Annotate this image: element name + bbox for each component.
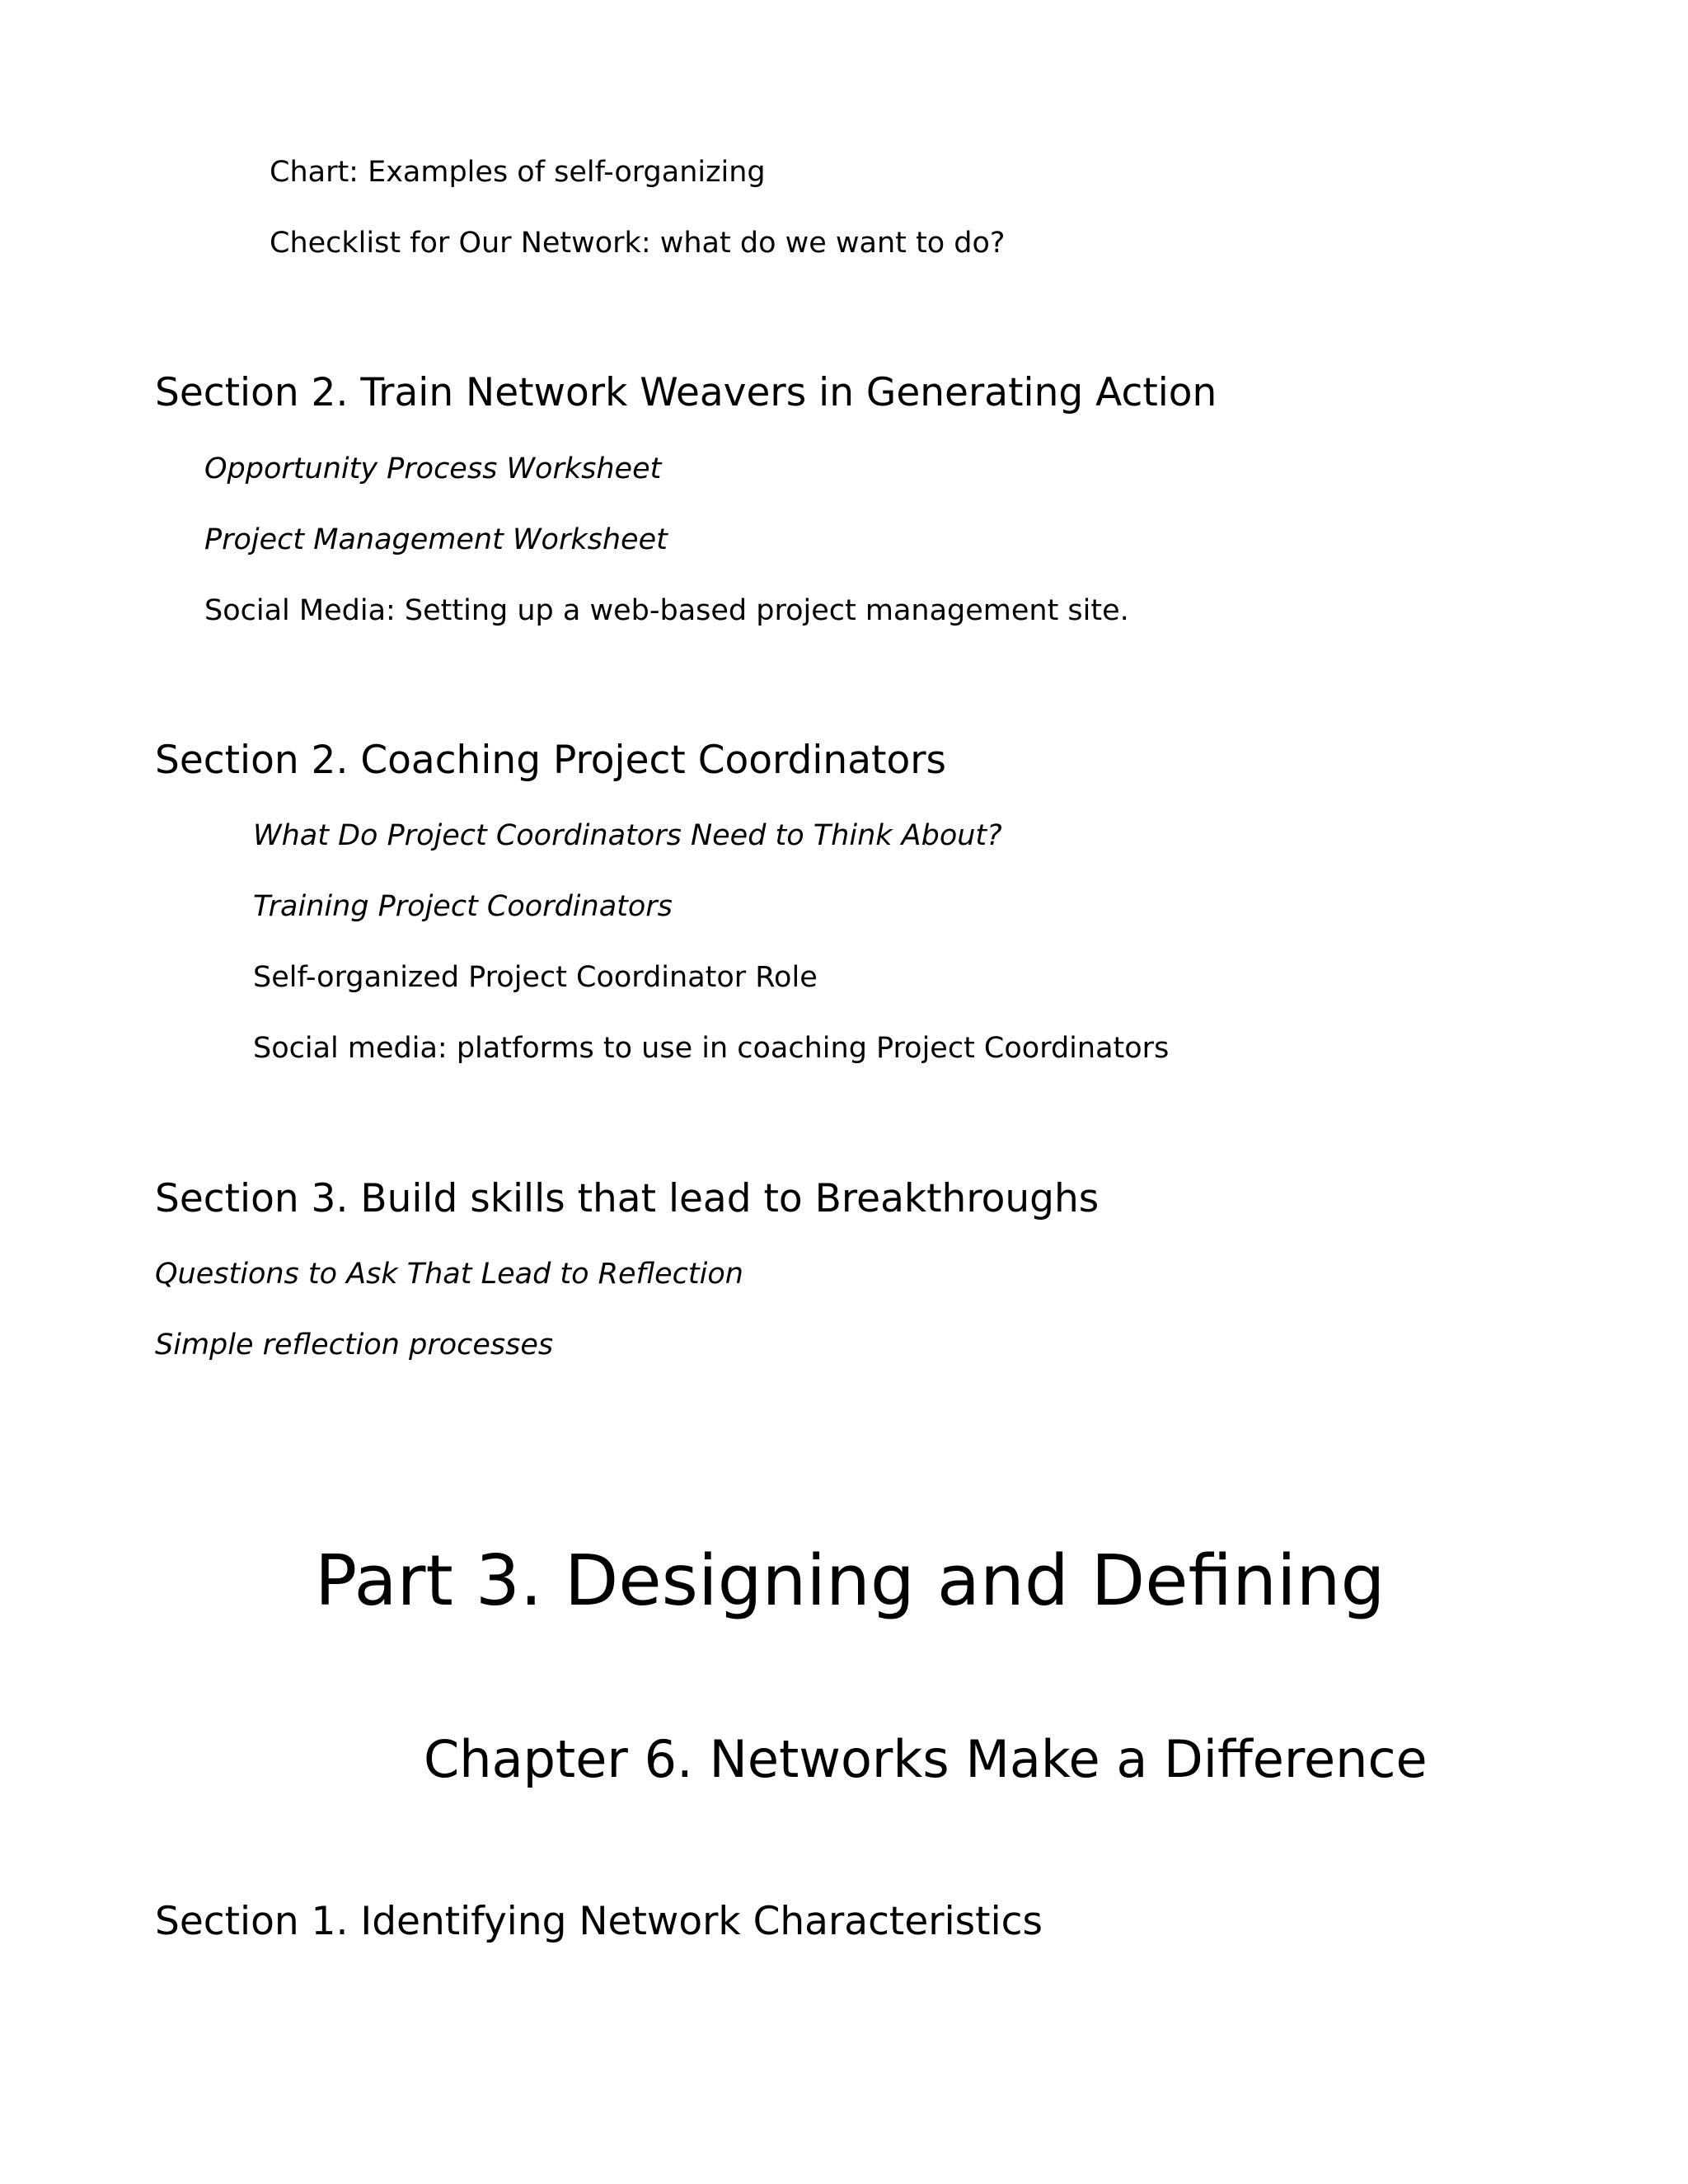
toc-entry-simple-reflection-processes: Simple reflection processes [155,1329,554,1361]
toc-entry-training-project-coordinators: Training Project Coordinators [253,890,673,923]
toc-entry-questions-reflection: Questions to Ask That Lead to Reflection [155,1258,743,1291]
section-heading-coaching-project-coordinators: Section 2. Coaching Project Coordinators [155,738,947,783]
toc-entry-chart-examples: Chart: Examples of self-organizing [270,156,766,189]
section-heading-identifying-characteristics: Section 1. Identifying Network Characteristics [155,1899,1043,1944]
section-heading-build-skills: Section 3. Build skills that lead to Breakthroughs [155,1176,1100,1221]
toc-entry-self-organized-coordinator-role: Self-organized Project Coordinator Role [253,961,818,994]
toc-entry-project-management-worksheet: Project Management Worksheet [204,523,668,556]
part-title: Part 3. Designing and Defining [315,1540,1386,1622]
chapter-title: Chapter 6. Networks Make a Difference [424,1729,1428,1789]
toc-entry-social-media-platforms: Social media: platforms to use in coaching Project Coordinators [253,1032,1170,1065]
section-heading-train-network-weavers: Section 2. Train Network Weavers in Generating Action [155,370,1217,415]
toc-entry-social-media-web-site: Social Media: Setting up a web-based project management site. [204,594,1129,627]
toc-entry-what-do-coordinators-need: What Do Project Coordinators Need to Think About? [253,819,1002,852]
toc-entry-checklist: Checklist for Our Network: what do we want to do? [270,227,1006,260]
toc-entry-opportunity-process-worksheet: Opportunity Process Worksheet [204,452,662,485]
